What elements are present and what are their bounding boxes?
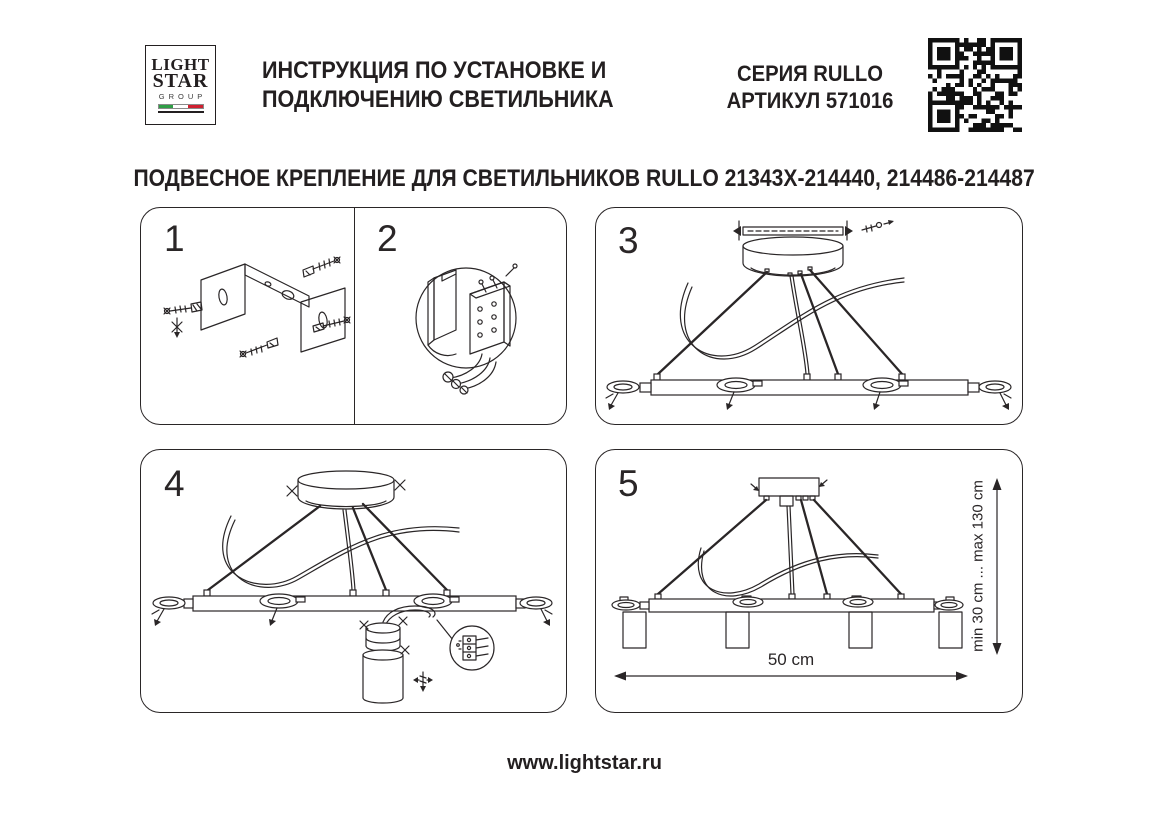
title-line-2: ПОДКЛЮЧЕНИЮ СВЕТИЛЬНИКА xyxy=(262,85,614,113)
article-label: АРТИКУЛ 571016 xyxy=(726,88,894,113)
lamp-holder xyxy=(979,381,1011,410)
panel-3-number: 3 xyxy=(618,220,639,261)
terminal-detail-circle xyxy=(450,626,494,670)
wires xyxy=(443,354,496,394)
panel-2-drawing xyxy=(354,208,568,423)
hanging-wire xyxy=(698,548,878,596)
panel-3-drawing xyxy=(596,208,1021,423)
lamp-holder xyxy=(733,596,763,607)
height-dimension-label: min 30 cm ... max 130 cm xyxy=(969,480,987,652)
lamp-bar xyxy=(640,374,979,395)
lamp-holder xyxy=(520,597,552,626)
terminal-block xyxy=(470,264,517,354)
ceiling-bracket xyxy=(733,220,894,240)
ceiling-plate xyxy=(428,270,456,356)
panel-box-1-2 xyxy=(140,207,567,425)
panel-1-drawing xyxy=(141,208,354,423)
panel-2-number: 2 xyxy=(377,218,398,259)
detail-pointer-line xyxy=(437,620,453,640)
width-dimension-arrow xyxy=(614,672,968,681)
screw-anchor-icon xyxy=(164,302,202,314)
logo-word-light: LIGHT xyxy=(151,54,210,74)
lamp-holder xyxy=(152,597,185,626)
lamp-shades xyxy=(623,612,962,648)
screw-icon xyxy=(413,672,433,692)
page-title xyxy=(262,57,614,114)
logo-word-star: STAR xyxy=(152,69,209,92)
logo-word-group: GROUP xyxy=(158,91,207,101)
lamp-holder xyxy=(612,597,640,610)
height-dimension-arrow xyxy=(993,478,1002,655)
panel-5-drawing xyxy=(596,450,1021,711)
screw-anchor-icon xyxy=(303,257,340,277)
small-screw-icon xyxy=(172,318,182,338)
panel-4-drawing xyxy=(141,450,565,711)
panel-box-5 xyxy=(595,449,1023,713)
lamp-bar xyxy=(640,594,943,612)
italy-flag-stripe xyxy=(158,104,204,109)
suspension-cables xyxy=(208,504,447,590)
lightstar-logo xyxy=(145,45,216,125)
canopy xyxy=(287,471,405,509)
panel-4-number: 4 xyxy=(164,463,185,504)
title-line-1: ИНСТРУКЦИЯ ПО УСТАНОВКЕ И xyxy=(262,57,607,84)
qr-code xyxy=(928,38,1022,132)
panel-5-number: 5 xyxy=(618,463,639,504)
mounting-bracket xyxy=(201,264,345,352)
website-url: www.lightstar.ru xyxy=(507,752,662,774)
panel-box-3 xyxy=(595,207,1023,425)
panel-1-number: 1 xyxy=(164,218,185,259)
logo-underbar xyxy=(158,111,204,114)
lamp-holder xyxy=(843,596,873,607)
width-dimension-label: 50 cm xyxy=(767,650,815,669)
subtitle: ПОДВЕСНОЕ КРЕПЛЕНИЕ ДЛЯ СВЕТИЛЬНИКОВ RULLO 21343X-214440, 214486-214487 xyxy=(133,165,1036,192)
lamp-bar xyxy=(184,590,525,611)
product-info xyxy=(700,60,920,114)
suspension-cables xyxy=(658,500,901,594)
screw-icon xyxy=(862,220,894,232)
panel-box-4 xyxy=(140,449,567,713)
screw-anchor-icon xyxy=(240,338,278,357)
lamp-holder xyxy=(935,597,963,610)
lamp-holder xyxy=(606,381,639,410)
series-label: СЕРИЯ RULLO xyxy=(736,61,884,86)
canopy xyxy=(743,237,843,276)
